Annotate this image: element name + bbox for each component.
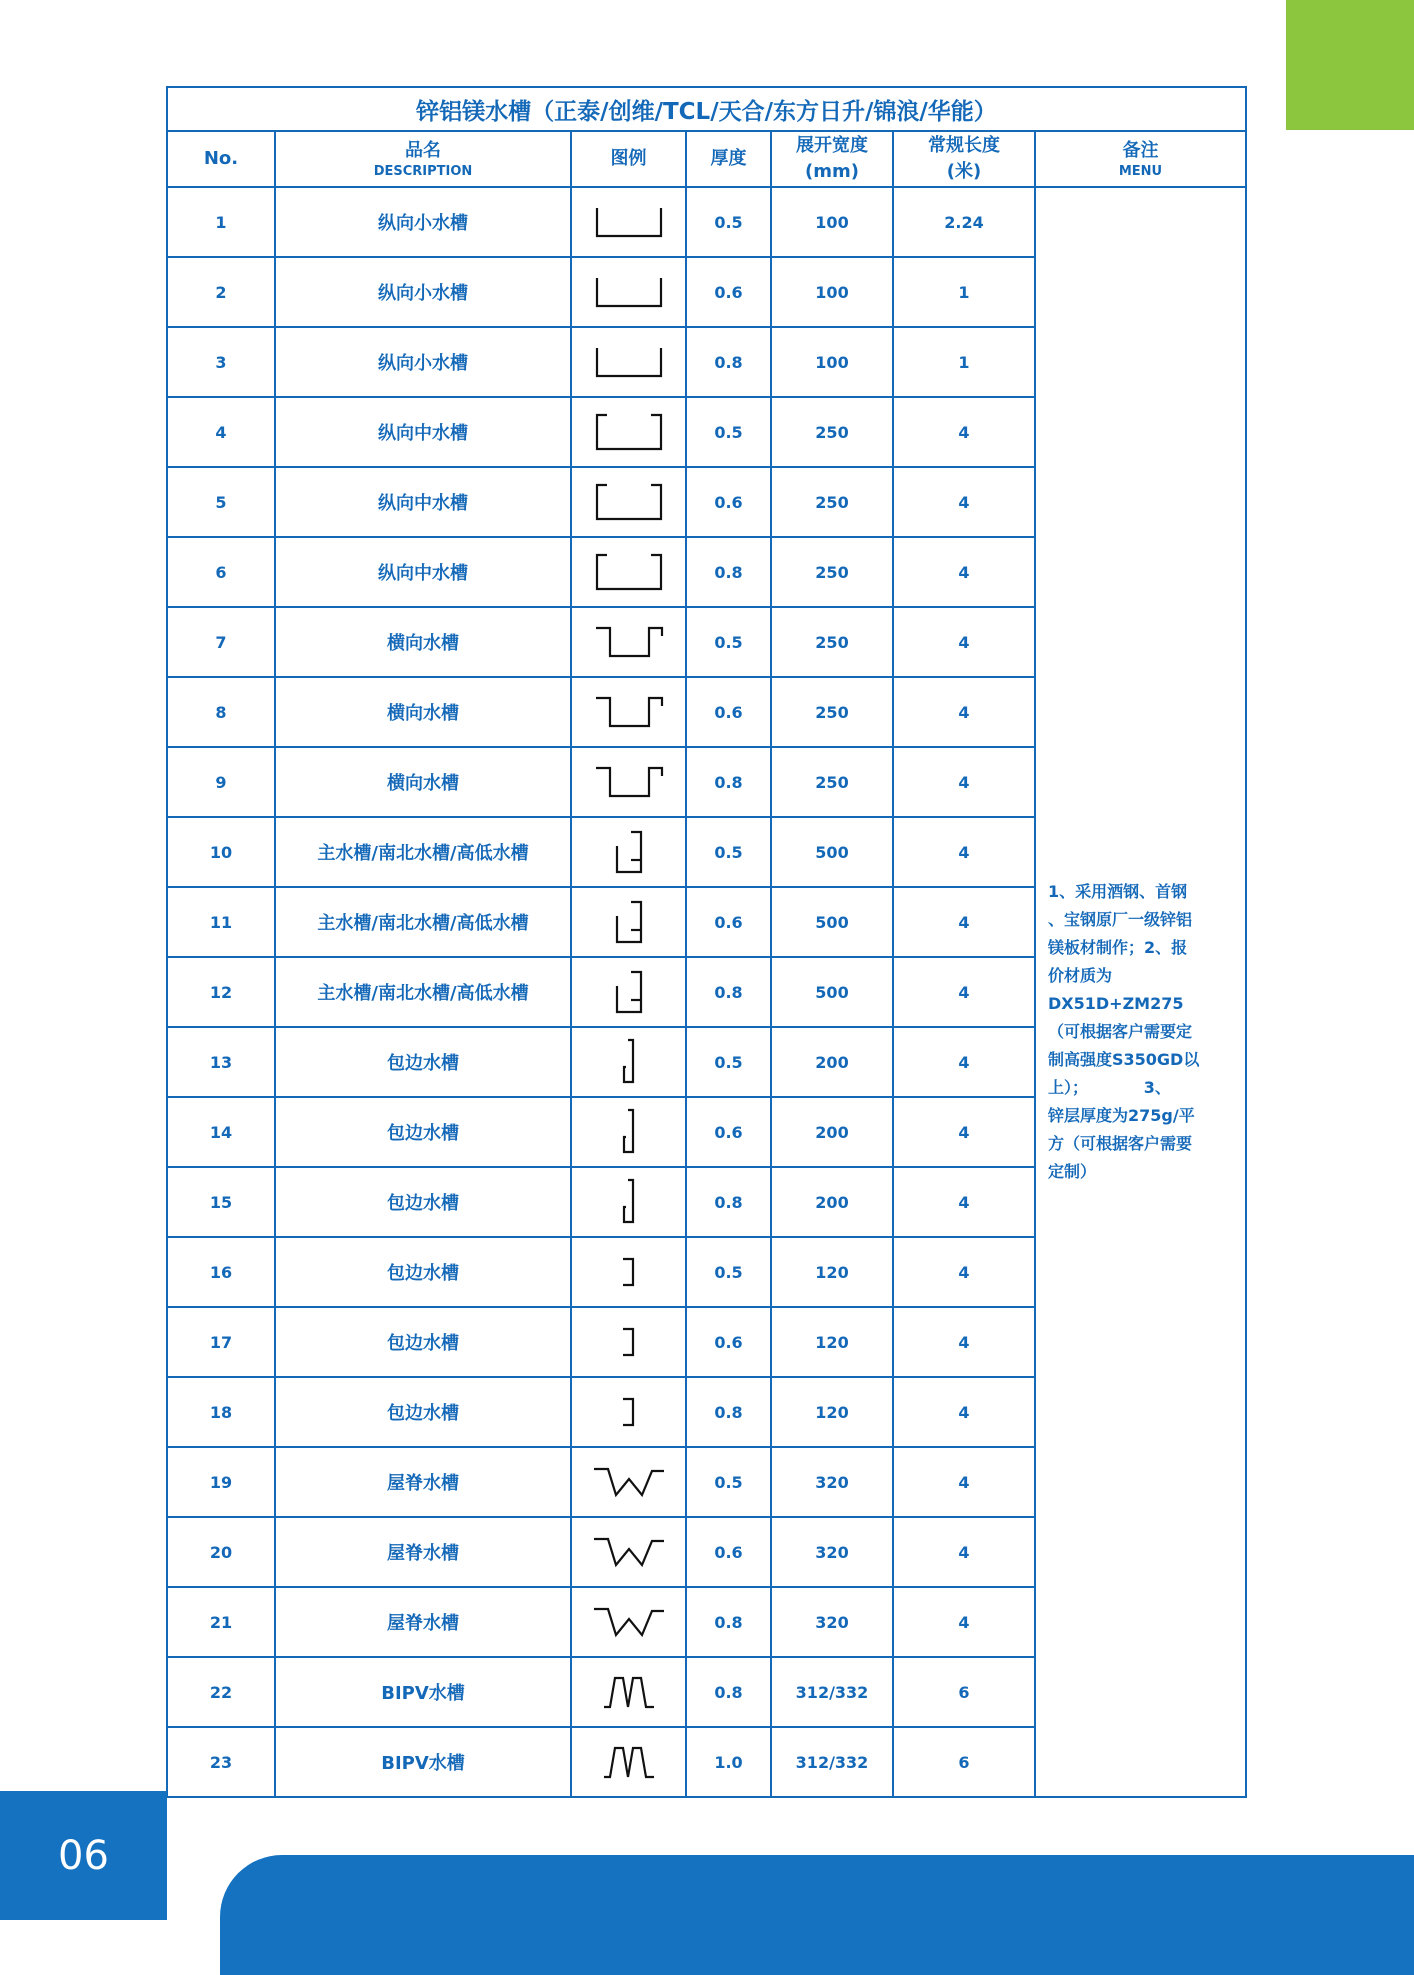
cell-thickness: 0.8: [686, 327, 771, 397]
cell-no: 19: [167, 1447, 275, 1517]
cell-name: 包边水槽: [275, 1167, 571, 1237]
cell-name: 包边水槽: [275, 1027, 571, 1097]
cell-length: 4: [893, 397, 1035, 467]
header-length: [893, 131, 1035, 187]
cell-diagram: [571, 1587, 686, 1657]
cell-diagram: [571, 1657, 686, 1727]
header-diagram: [571, 131, 686, 187]
cell-length: 4: [893, 1587, 1035, 1657]
cell-length: 4: [893, 1307, 1035, 1377]
cell-width: 500: [771, 957, 893, 1027]
remark-line: （可根据客户需要定: [1048, 1022, 1193, 1041]
cell-thickness: 0.8: [686, 1377, 771, 1447]
header-name-label: 品名: [405, 140, 441, 161]
cell-diagram: [571, 1027, 686, 1097]
cell-name: BIPV水槽: [275, 1727, 571, 1797]
cell-width: 100: [771, 327, 893, 397]
edge-bracket-icon: [572, 1396, 685, 1428]
cell-diagram: [571, 817, 686, 887]
cell-no: 9: [167, 747, 275, 817]
cell-no: 16: [167, 1237, 275, 1307]
cell-name: 横向水槽: [275, 747, 571, 817]
cell-thickness: 0.8: [686, 1167, 771, 1237]
cell-thickness: 0.8: [686, 957, 771, 1027]
cell-thickness: 0.6: [686, 677, 771, 747]
hat-channel-icon: [572, 765, 685, 799]
cell-width: 312/332: [771, 1727, 893, 1797]
header-width-label: 展开宽度: [796, 135, 868, 156]
cell-no: 10: [167, 817, 275, 887]
cell-width: 200: [771, 1027, 893, 1097]
cell-diagram: [571, 467, 686, 537]
cell-length: 4: [893, 607, 1035, 677]
header-length-label: 常规长度: [928, 135, 1000, 156]
cell-no: 4: [167, 397, 275, 467]
cell-diagram: [571, 1097, 686, 1167]
cell-width: 120: [771, 1307, 893, 1377]
cell-thickness: 0.6: [686, 887, 771, 957]
cell-width: 250: [771, 397, 893, 467]
cell-width: 320: [771, 1447, 893, 1517]
remark-line: 镁板材制作；2、报: [1048, 938, 1188, 957]
cell-width: 200: [771, 1097, 893, 1167]
cell-length: 4: [893, 1377, 1035, 1447]
header-thickness-label: 厚度: [710, 148, 747, 169]
cell-name: 纵向小水槽: [275, 327, 571, 397]
cell-length: 4: [893, 467, 1035, 537]
footer-band: [220, 1855, 1414, 1975]
cell-no: 17: [167, 1307, 275, 1377]
u-channel-small-icon: [572, 205, 685, 239]
cell-no: 22: [167, 1657, 275, 1727]
cell-width: 250: [771, 607, 893, 677]
header-no-label: No.: [203, 148, 239, 169]
page-number: 06: [58, 1832, 109, 1879]
cell-diagram: [571, 747, 686, 817]
cell-width: 320: [771, 1517, 893, 1587]
cell-name: 纵向中水槽: [275, 397, 571, 467]
channel-inward-lips-icon: [572, 552, 685, 592]
remark-line: 制高强度S350GD以: [1048, 1050, 1200, 1069]
channel-inward-lips-icon: [572, 482, 685, 522]
cell-diagram: [571, 1307, 686, 1377]
cell-thickness: 0.5: [686, 397, 771, 467]
remark-line: 上）； 3、: [1048, 1078, 1171, 1097]
cell-no: 1: [167, 187, 275, 257]
table-row: [167, 187, 1246, 257]
cell-thickness: 0.5: [686, 187, 771, 257]
cell-width: 100: [771, 187, 893, 257]
cell-no: 2: [167, 257, 275, 327]
cell-diagram: [571, 887, 686, 957]
remark-line: 、宝钢原厂一级锌铝: [1048, 910, 1193, 929]
cell-diagram: [571, 257, 686, 327]
cell-no: 15: [167, 1167, 275, 1237]
cell-name: 屋脊水槽: [275, 1517, 571, 1587]
table-title: 锌铝镁水槽（正泰/创维/TCL/天合/东方日升/锦浪/华能）: [167, 87, 1246, 131]
header-thickness: [686, 131, 771, 187]
cell-no: 20: [167, 1517, 275, 1587]
edge-hook-icon: [572, 1177, 685, 1227]
remark-line: 方（可根据客户需要: [1048, 1134, 1193, 1153]
cell-diagram: [571, 1167, 686, 1237]
cell-thickness: 0.6: [686, 1097, 771, 1167]
cell-width: 120: [771, 1237, 893, 1307]
cell-length: 6: [893, 1657, 1035, 1727]
cell-no: 7: [167, 607, 275, 677]
cell-no: 18: [167, 1377, 275, 1447]
cell-no: 21: [167, 1587, 275, 1657]
cell-name: 纵向中水槽: [275, 537, 571, 607]
cell-thickness: 0.6: [686, 1517, 771, 1587]
cell-thickness: 0.8: [686, 537, 771, 607]
cell-name: BIPV水槽: [275, 1657, 571, 1727]
cell-name: 横向水槽: [275, 607, 571, 677]
cell-diagram: [571, 957, 686, 1027]
u-channel-small-icon: [572, 275, 685, 309]
hat-channel-icon: [572, 625, 685, 659]
cell-thickness: 0.5: [686, 1447, 771, 1517]
edge-bracket-icon: [572, 1326, 685, 1358]
cell-no: 12: [167, 957, 275, 1027]
cell-length: 4: [893, 887, 1035, 957]
cell-width: 250: [771, 747, 893, 817]
header-remark-label: 备注: [1122, 140, 1159, 161]
remark-line: DX51D+ZM275: [1048, 994, 1184, 1013]
cell-length: 4: [893, 1027, 1035, 1097]
cell-length: 1: [893, 327, 1035, 397]
cell-thickness: 1.0: [686, 1727, 771, 1797]
cell-name: 横向水槽: [275, 677, 571, 747]
stepped-channel-icon: [572, 968, 685, 1016]
header-row: [167, 131, 1246, 187]
cell-name: 包边水槽: [275, 1307, 571, 1377]
cell-thickness: 0.6: [686, 467, 771, 537]
remark-line: 定制）: [1048, 1162, 1097, 1181]
cell-no: 6: [167, 537, 275, 607]
stepped-channel-icon: [572, 898, 685, 946]
ridge-channel-icon: [572, 1465, 685, 1499]
cell-diagram: [571, 1377, 686, 1447]
cell-name: 包边水槽: [275, 1097, 571, 1167]
cell-length: 4: [893, 677, 1035, 747]
table-body: [167, 187, 1246, 1797]
cell-name: 主水槽/南北水槽/高低水槽: [275, 957, 571, 1027]
cell-length: 1: [893, 257, 1035, 327]
cell-no: 3: [167, 327, 275, 397]
ridge-channel-icon: [572, 1605, 685, 1639]
cell-thickness: 0.6: [686, 1307, 771, 1377]
cell-width: 500: [771, 817, 893, 887]
header-name-sub: DESCRIPTION: [373, 164, 473, 179]
cell-length: 4: [893, 1237, 1035, 1307]
cell-diagram: [571, 537, 686, 607]
edge-hook-icon: [572, 1037, 685, 1087]
cell-length: 4: [893, 537, 1035, 607]
header-length-unit: (米): [946, 161, 982, 182]
header-no: [167, 131, 275, 187]
cell-length: 4: [893, 817, 1035, 887]
cell-thickness: 0.5: [686, 607, 771, 677]
cell-name: 包边水槽: [275, 1237, 571, 1307]
cell-no: 13: [167, 1027, 275, 1097]
remark-line: 价材质为: [1048, 966, 1113, 985]
cell-name: 纵向小水槽: [275, 187, 571, 257]
cell-length: 4: [893, 1447, 1035, 1517]
cell-thickness: 0.8: [686, 1587, 771, 1657]
cell-length: 4: [893, 1517, 1035, 1587]
cell-no: 5: [167, 467, 275, 537]
cell-length: 2.24: [893, 187, 1035, 257]
cell-diagram: [571, 327, 686, 397]
remark-cell: [1035, 187, 1246, 1797]
cell-name: 包边水槽: [275, 1377, 571, 1447]
cell-name: 纵向小水槽: [275, 257, 571, 327]
cell-length: 4: [893, 957, 1035, 1027]
cell-width: 320: [771, 1587, 893, 1657]
cell-width: 100: [771, 257, 893, 327]
remark-line: 锌层厚度为275g/平: [1048, 1106, 1195, 1125]
cell-name: 屋脊水槽: [275, 1587, 571, 1657]
remark-line: 1、采用酒钢、首钢: [1048, 882, 1188, 901]
cell-width: 312/332: [771, 1657, 893, 1727]
cell-thickness: 0.8: [686, 1657, 771, 1727]
cell-thickness: 0.5: [686, 817, 771, 887]
corner-accent-block: [1286, 0, 1414, 130]
cell-no: 8: [167, 677, 275, 747]
cell-length: 4: [893, 747, 1035, 817]
cell-width: 250: [771, 467, 893, 537]
edge-bracket-icon: [572, 1256, 685, 1288]
cell-thickness: 0.5: [686, 1237, 771, 1307]
header-diagram-label: 图例: [610, 148, 647, 169]
cell-width: 250: [771, 677, 893, 747]
hat-channel-icon: [572, 695, 685, 729]
cell-width: 120: [771, 1377, 893, 1447]
product-table: [166, 86, 1247, 1798]
cell-width: 250: [771, 537, 893, 607]
ridge-channel-icon: [572, 1535, 685, 1569]
cell-no: 23: [167, 1727, 275, 1797]
cell-diagram: [571, 1237, 686, 1307]
product-table-container: [166, 86, 1245, 1798]
channel-inward-lips-icon: [572, 412, 685, 452]
cell-length: 4: [893, 1097, 1035, 1167]
cell-no: 11: [167, 887, 275, 957]
cell-no: 14: [167, 1097, 275, 1167]
header-width: [771, 131, 893, 187]
header-remark-sub: MENU: [1118, 164, 1163, 179]
cell-width: 500: [771, 887, 893, 957]
cell-thickness: 0.5: [686, 1027, 771, 1097]
cell-diagram: [571, 1447, 686, 1517]
cell-name: 屋脊水槽: [275, 1447, 571, 1517]
cell-length: 4: [893, 1167, 1035, 1237]
bipv-channel-icon: [572, 1744, 685, 1780]
bipv-channel-icon: [572, 1674, 685, 1710]
cell-diagram: [571, 397, 686, 467]
cell-thickness: 0.8: [686, 747, 771, 817]
u-channel-small-icon: [572, 345, 685, 379]
header-width-unit: (mm): [805, 161, 859, 182]
header-remark: [1035, 131, 1246, 187]
cell-diagram: [571, 1727, 686, 1797]
cell-name: 主水槽/南北水槽/高低水槽: [275, 887, 571, 957]
cell-diagram: [571, 607, 686, 677]
cell-diagram: [571, 1517, 686, 1587]
cell-length: 6: [893, 1727, 1035, 1797]
edge-hook-icon: [572, 1107, 685, 1157]
cell-diagram: [571, 677, 686, 747]
cell-thickness: 0.6: [686, 257, 771, 327]
cell-width: 200: [771, 1167, 893, 1237]
page-number-box: [0, 1791, 167, 1920]
cell-diagram: [571, 187, 686, 257]
cell-name: 纵向中水槽: [275, 467, 571, 537]
header-name: [275, 131, 571, 187]
cell-name: 主水槽/南北水槽/高低水槽: [275, 817, 571, 887]
stepped-channel-icon: [572, 828, 685, 876]
